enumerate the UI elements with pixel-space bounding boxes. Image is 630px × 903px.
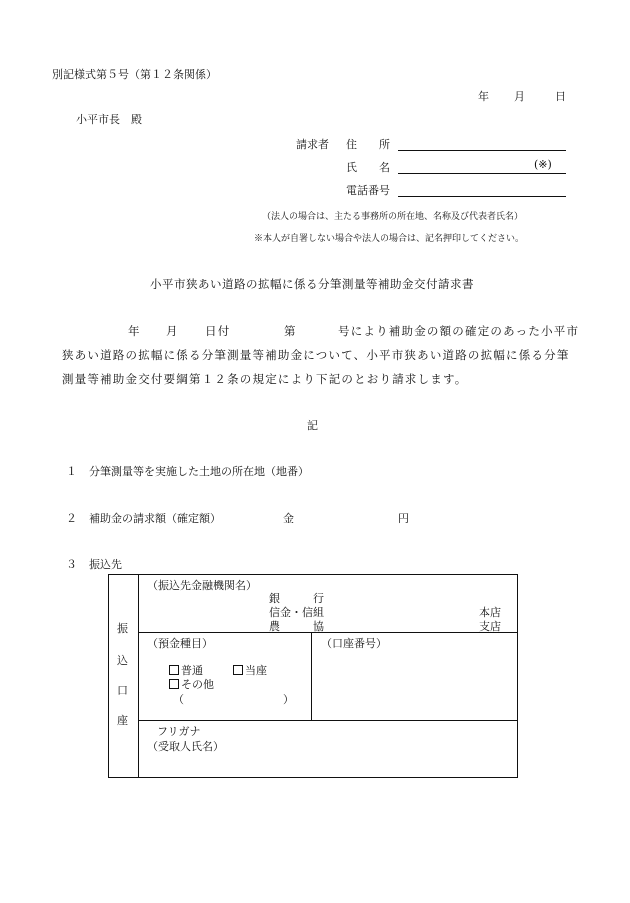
item-2-en: 円	[398, 512, 409, 525]
body-year: 年	[128, 324, 141, 338]
addressee: 小平市長 殿	[76, 113, 142, 126]
body-line3: 測量等補助金交付要綱第１２条の規定により下記のとおり請求します。	[62, 372, 468, 386]
body-month: 月	[166, 324, 179, 338]
table-divider-mid	[311, 632, 312, 720]
item-1-text: 分筆測量等を実施した土地の所在地（地番）	[89, 465, 309, 478]
side-label-2: 込	[117, 654, 128, 667]
table-divider-account	[138, 720, 517, 721]
deposit-type-label: （預金種目）	[147, 637, 213, 650]
transfer-account-table	[108, 574, 518, 778]
side-label-1: 振	[117, 622, 128, 635]
other-paren-close: ）	[283, 693, 294, 706]
body-line2: 狭あい道路の拡幅に係る分筆測量等補助金について、小平市狭あい道路の拡幅に係る分筆	[62, 348, 570, 362]
furigana-label: フリガナ	[157, 725, 201, 738]
name-label: 氏 名	[346, 161, 390, 174]
date-day-label: 日	[555, 90, 566, 103]
other-paren-open: （	[173, 693, 184, 706]
phone-label: 電話番号	[346, 184, 390, 197]
body-line1-rest: 号により補助金の額の確定のあった小平市	[338, 324, 580, 338]
checkbox-other[interactable]	[169, 679, 179, 689]
item-3-number: ３	[66, 558, 77, 571]
date-year-label: 年	[478, 90, 489, 103]
side-label-3: 口	[117, 684, 128, 697]
option-other[interactable]: その他	[169, 676, 214, 692]
date-month-label: 月	[514, 90, 525, 103]
body-no: 第	[284, 324, 297, 338]
address-field[interactable]	[398, 136, 566, 151]
option-touza[interactable]: 当座	[233, 662, 267, 678]
item-2-number: ２	[66, 512, 77, 525]
address-label: 住 所	[346, 138, 390, 151]
side-label-4: 座	[117, 714, 128, 727]
item-1-number: １	[66, 465, 77, 478]
option-futsu[interactable]: 普通	[169, 662, 203, 678]
claimant-label: 請求者	[296, 138, 329, 151]
checkbox-touza[interactable]	[233, 665, 243, 675]
item-2-kin: 金	[283, 512, 294, 525]
recipient-name-label: （受取人氏名）	[147, 740, 224, 753]
form-number: 別記様式第５号（第１２条関係）	[52, 68, 217, 81]
bank-type-nokyo: 農 協	[269, 620, 324, 633]
bank-type-shinkin: 信金・信組	[269, 606, 324, 619]
table-divider-side	[138, 575, 139, 777]
branch-honten: 本店	[479, 606, 501, 619]
seal-note: ※本人が自署しない場合や法人の場合は、記名押印してください。	[254, 234, 525, 244]
table-divider-bank	[138, 632, 517, 633]
branch-shiten: 支店	[479, 620, 501, 633]
bank-name-label: （振込先金融機関名）	[147, 579, 257, 592]
ki-heading: 記	[307, 419, 318, 432]
account-number-label: （口座番号）	[321, 637, 387, 650]
bank-type-ginko: 銀 行	[269, 592, 324, 605]
seal-mark: (※)	[534, 158, 552, 171]
corporate-note: （法人の場合は、主たる事務所の所在地、名称及び代表者氏名）	[262, 212, 524, 222]
body-date: 日付	[205, 324, 231, 338]
document-title: 小平市狭あい道路の拡幅に係る分筆測量等補助金交付請求書	[150, 277, 474, 291]
checkbox-futsu[interactable]	[169, 665, 179, 675]
item-2-text: 補助金の請求額（確定額）	[89, 512, 221, 525]
item-3-text: 振込先	[89, 558, 122, 571]
phone-field[interactable]	[398, 182, 566, 197]
